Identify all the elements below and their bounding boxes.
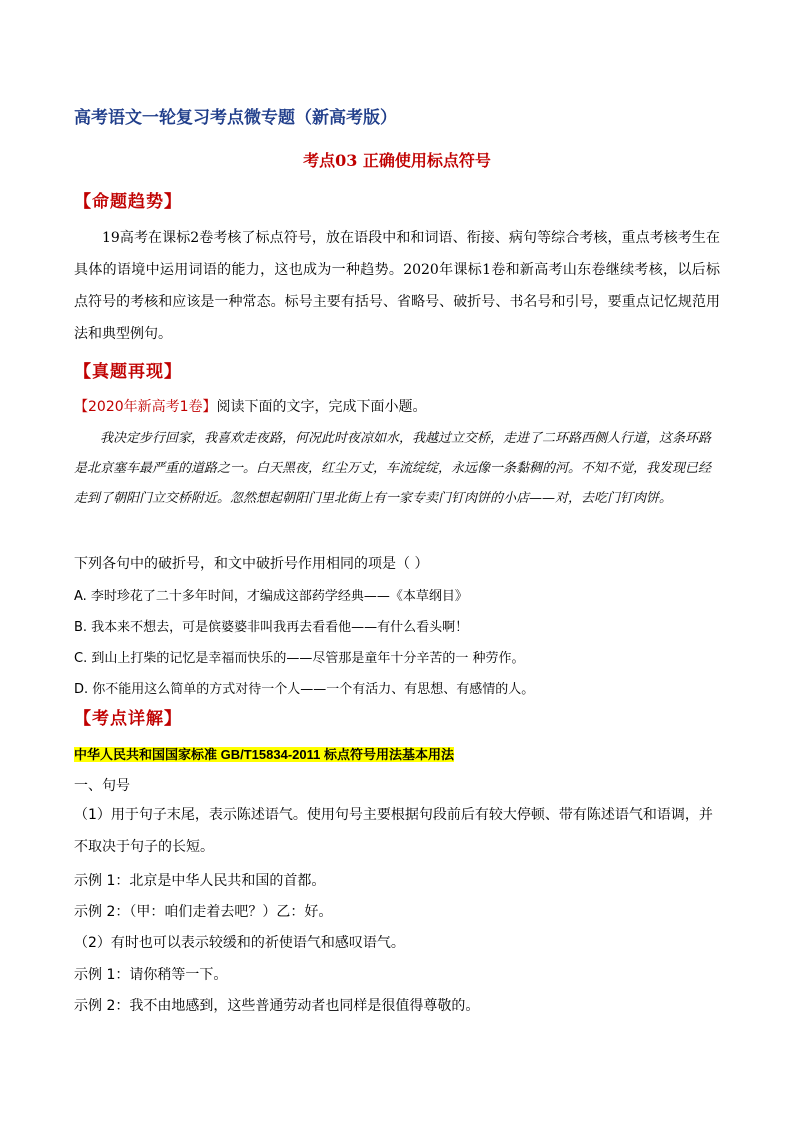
exam-source: 【2020年新高考1卷】 [74,399,217,415]
rule-item-1: （1）用于句子末尾，表示陈述语气。使用句号主要根据句段前后有较大停顿、带有陈述语气和语调，并不取决于句子的长短。 [74,807,713,855]
example-1: 示例 1：北京是中华人民共和国的首都。 [74,873,326,889]
example-2: 示例 2：（甲：咱们走着去吧？）乙：好。 [74,904,333,920]
option-d: D. 你不能用这么简单的方式对待一个人——一个有活力、有思想、有感情的人。 [74,682,535,697]
section-heading-trend: 【命题趋势】 [74,192,182,212]
reading-passage [74,424,720,514]
example-4: 示例 2：我不由地感到，这些普通劳动者也同样是很值得尊敬的。 [74,998,480,1014]
standard-highlight: 中华人民共和国国家标准 GB/T15834-2011 标点符号用法基本用法 [74,747,454,762]
trend-text: 19高考在课标2卷考核了标点符号，放在语段中和和词语、衔接、病句等综合考核，重点考核考生在具体的语境中运用词语的能力，这也成为一种趋势。2020年课标1卷和新高考山东卷继续考核，以后标点符号的考核和应该是一种常态。标号主要有括号、省略号、破折号、书名号和引号，要重点记忆规范用法和典型例句。 [74,230,720,342]
option-c: C. 到山上打柴的记忆是幸福而快乐的——尽管那是童年十分辛苦的一 种劳作。 [74,651,525,666]
option-a: A. 李时珍花了二十多年时间，才编成这部药学经典——《本草纲目》 [74,589,468,604]
trend-paragraph [74,222,720,350]
section-heading-detail: 【考点详解】 [74,709,182,729]
subheading-period: 一、句号 [74,778,130,794]
passage-text: 我决定步行回家，我喜欢走夜路，何况此时夜凉如水，我越过立交桥，走进了二环路西侧人行道，这条环路是北京塞车最严重的道路之一。白天黑夜，红尘万丈，车流绽绽，永远像一条黏稠的河。不知不觉，我发现已经走到了朝阳门立交桥附近。忽然想起朝阳门里北街上有一家专卖门钉肉饼的小店——对，去吃门钉肉饼。 [74,431,712,506]
exam-instruction: 阅读下面的文字，完成下面小题。 [216,399,427,415]
section-heading-exam: 【真题再现】 [74,362,182,382]
question-text: 下列各句中的破折号，和文中破折号作用相同的项是（ ） [74,556,429,572]
exam-source-line [74,396,427,416]
topic-title: 考点03 正确使用标点符号 [303,151,491,170]
option-b: B. 我本来不想去，可是傧婆婆非叫我再去看看他——有什么看头啊！ [74,620,469,635]
example-3: 示例 1：请你稍等一下。 [74,967,228,983]
standard-title [74,744,454,763]
series-title: 高考语文一轮复习考点微专题（新高考版） [74,108,397,128]
rule-item-2: （2）有时也可以表示较缓和的祈使语气和感叹语气。 [74,935,405,951]
